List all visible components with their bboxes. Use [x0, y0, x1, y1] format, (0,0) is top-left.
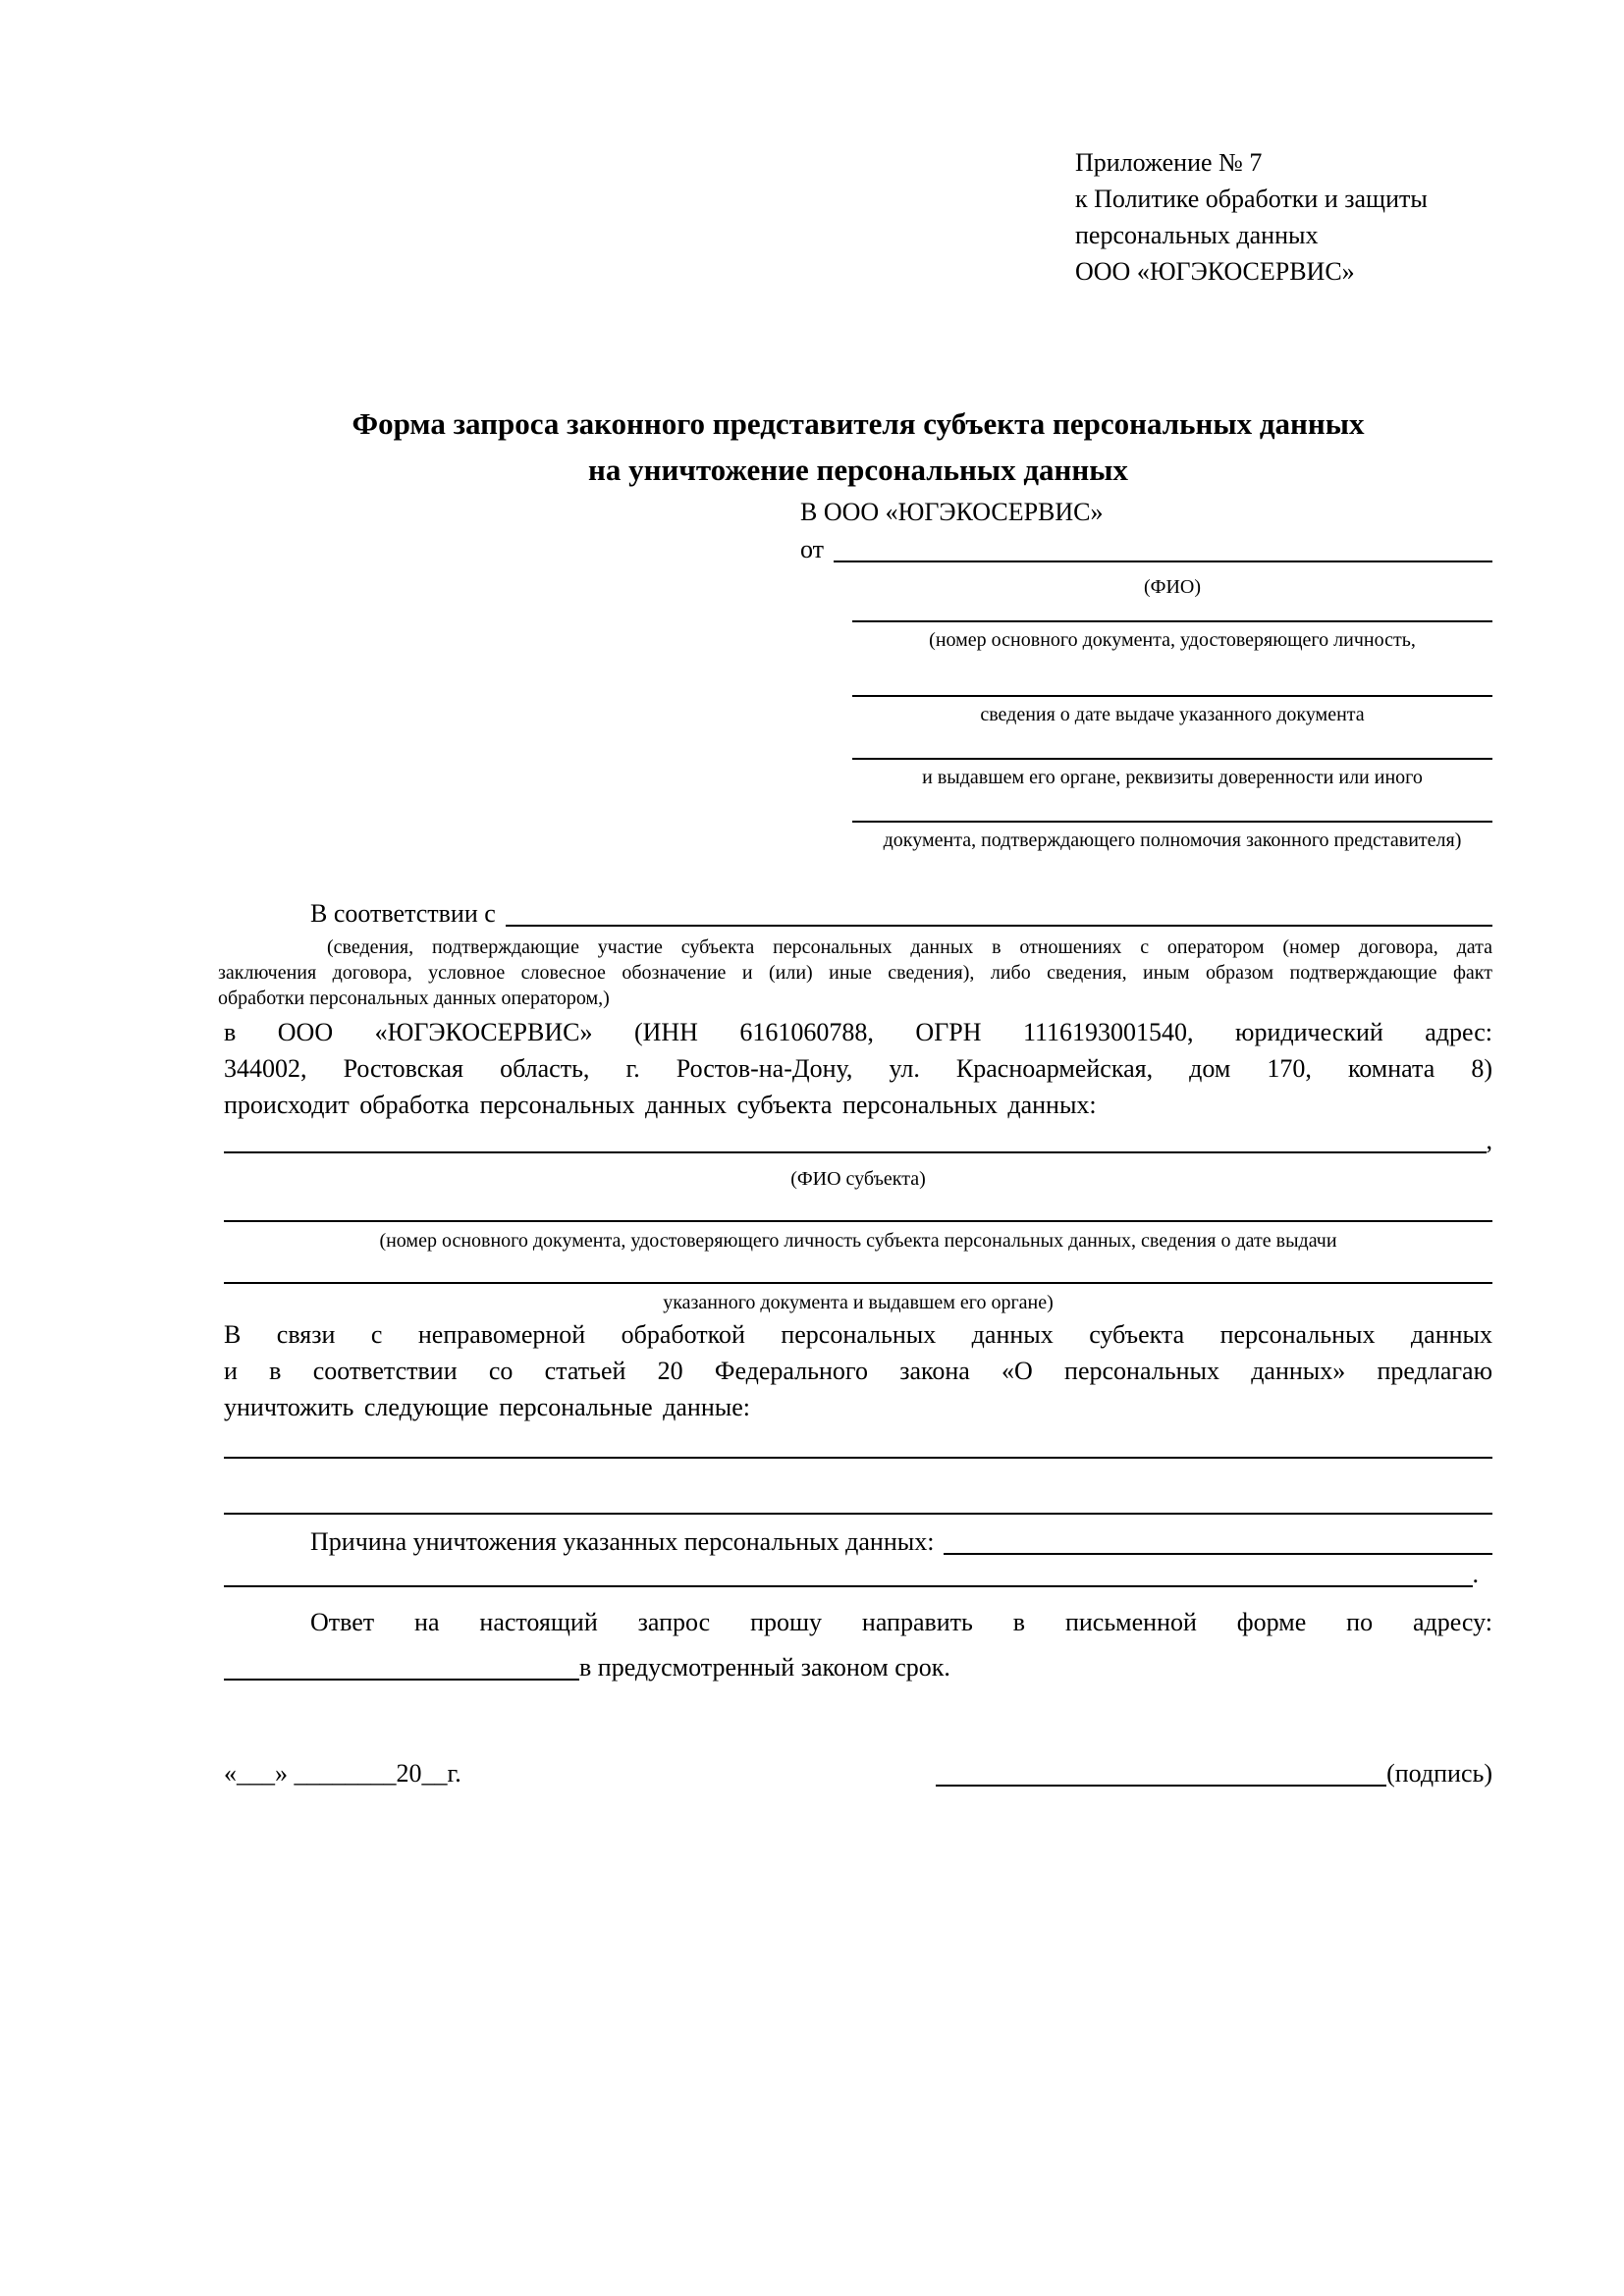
- reply-paragraph: Ответ на настоящий запрос прошу направить в письменной форме по адресу:: [310, 1608, 1492, 1636]
- representative-doc-blank-line-4: [852, 821, 1492, 823]
- appendix-line: Приложение № 7: [1075, 148, 1263, 177]
- recipient-line: В ООО «ЮГЭКОСЕРВИС»: [800, 498, 1104, 526]
- from-blank-line: [834, 531, 1492, 562]
- accordance-caption-line: заключения договора, условное словесное обозначение и (или) иные сведения), либо сведения, иным образом подтверждающие факт: [218, 962, 1492, 984]
- reason-continuation-row: [224, 1556, 1479, 1592]
- accordance-caption-line: обработки персональных данных оператором,): [218, 988, 610, 1009]
- demand-paragraph-line: уничтожить следующие персональные данные:: [224, 1393, 750, 1421]
- fio-caption: (ФИО): [1143, 576, 1201, 598]
- accordance-caption: [218, 934, 1492, 1011]
- from-field-row: [800, 531, 1492, 567]
- data-to-destroy-blank-line-2: [224, 1513, 1492, 1515]
- signature-caption: (подпись): [1386, 1759, 1492, 1788]
- reply-address-blank-line: [224, 1649, 579, 1681]
- form-title-line-1: Форма запроса законного представителя субъекта персональных данных: [352, 406, 1365, 441]
- subject-fio-caption: (ФИО субъекта): [790, 1168, 926, 1190]
- reason-period: .: [1472, 1560, 1479, 1588]
- accordance-caption-line: (сведения, подтверждающие участие субъекта персональных данных в отношениях с оператором (номер договора, дата: [327, 936, 1492, 958]
- appendix-line: к Политике обработки и защиты: [1075, 185, 1428, 213]
- appendix-note: [1075, 144, 1527, 290]
- representative-doc-blank-line-3: [852, 758, 1492, 760]
- date-field: «___» ________20__г.: [224, 1759, 461, 1788]
- appendix-line: ООО «ЮГЭКОСЕРВИС»: [1075, 257, 1355, 286]
- subject-fio-row: [224, 1122, 1492, 1158]
- representative-doc-caption-4: документа, подтверждающего полномочия законного представителя): [883, 829, 1462, 851]
- operator-paragraph-line: в ООО «ЮГЭКОСЕРВИС» (ИНН 6161060788, ОГРН 1116193001540, юридический адрес:: [224, 1018, 1492, 1046]
- operator-paragraph-line: 344002, Ростовская область, г. Ростов-на-Дону, ул. Красноармейская, дом 170, комната 8): [224, 1054, 1492, 1083]
- representative-doc-blank-line-2: [852, 695, 1492, 697]
- demand-paragraph-line: В связи с неправомерной обработкой персональных данных субъекта персональных данных: [224, 1320, 1492, 1349]
- data-to-destroy-blank-line-1: [224, 1457, 1492, 1459]
- subject-doc-blank-line-1: [224, 1220, 1492, 1222]
- reply-tail-text: в предусмотренный законом срок.: [579, 1653, 950, 1682]
- from-label: от: [800, 535, 825, 563]
- subject-doc-caption-1: (номер основного документа, удостоверяющего личность субъекта персональных данных, сведения о дате выдачи: [379, 1230, 1337, 1252]
- operator-paragraph-line: происходит обработка персональных данных субъекта персональных данных:: [224, 1091, 1097, 1119]
- representative-doc-caption-2: сведения о дате выдаче указанного документа: [980, 704, 1365, 725]
- representative-doc-caption-1: (номер основного документа, удостоверяющего личность,: [929, 629, 1416, 651]
- representative-doc-caption-3: и выдавшем его органе, реквизиты доверенности или иного: [922, 767, 1423, 788]
- subject-fio-comma: ,: [1486, 1126, 1492, 1154]
- operator-paragraph: [224, 1014, 1492, 1123]
- demand-paragraph: [224, 1316, 1492, 1425]
- subject-doc-blank-line-2: [224, 1282, 1492, 1284]
- reason-blank-line-2: [224, 1556, 1473, 1587]
- subject-fio-blank-line: [224, 1122, 1487, 1153]
- accordance-blank-line: [506, 895, 1492, 927]
- signature-row: [936, 1755, 1492, 1791]
- reason-label: Причина уничтожения указанных персональных данных:: [310, 1527, 935, 1556]
- accordance-row: [224, 895, 1492, 932]
- accordance-label: В соответствии с: [310, 899, 496, 928]
- appendix-line: персональных данных: [1075, 221, 1319, 249]
- demand-paragraph-line: и в соответствии со статьей 20 Федерального закона «О персональных данных» предлагаю: [224, 1357, 1492, 1385]
- form-title: [224, 400, 1492, 493]
- signature-blank-line: [936, 1755, 1386, 1787]
- subject-doc-caption-2: указанного документа и выдавшем его органе): [663, 1292, 1054, 1313]
- representative-doc-blank-line-1: [852, 620, 1492, 622]
- form-title-line-2: на уничтожение персональных данных: [588, 453, 1128, 487]
- reply-address-row: [224, 1649, 1492, 1685]
- reason-row: [224, 1523, 1492, 1560]
- reason-blank-line: [944, 1523, 1492, 1555]
